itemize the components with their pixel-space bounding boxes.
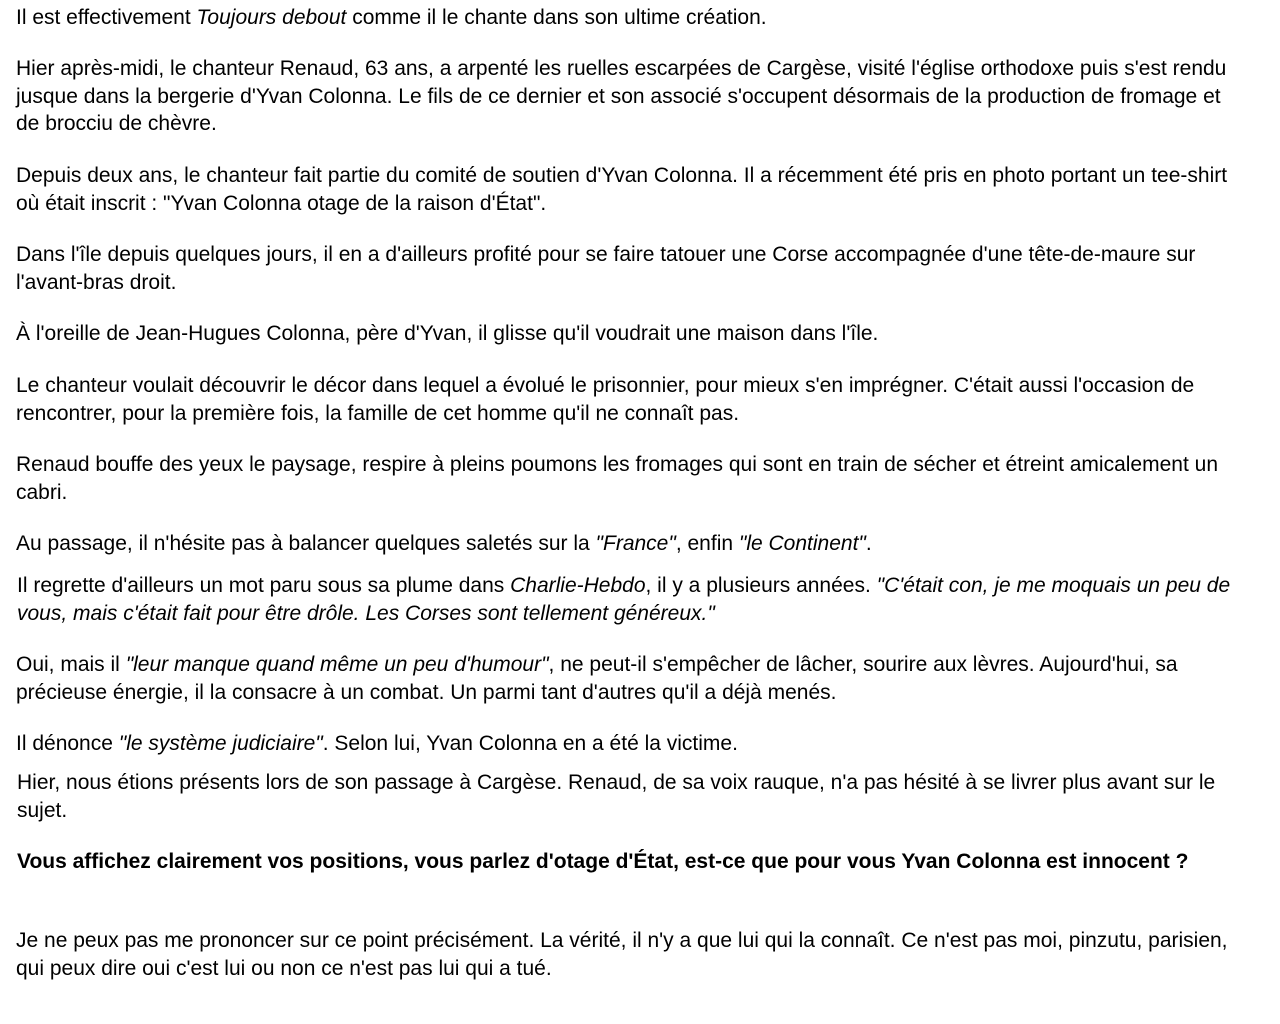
paragraph-charlie-hebdo [17,572,1247,627]
interview-question: Vous affichez clairement vos positions, vous parlez d'otage d'État, est-ce que pour vous Yvan Colonna est innocent ? [17,850,1189,873]
paragraph-humour [16,651,1246,706]
paragraph-in-passing [16,530,1246,558]
paragraph-yesterday: Hier, nous étions présents lors de son passage à Cargèse. Renaud, de sa voix rauque, n'a pas hésité à se livrer plus avant sur le sujet. [17,771,1216,822]
paragraph-tattoo: Dans l'île depuis quelques jours, il en a d'ailleurs profité pour se faire tatouer une Corse accompagnée d'une tête-de-maure sur l'avant-bras droit. [16,243,1196,294]
quote-humour: "leur manque quand même un peu d'humour" [125,653,549,676]
text-run: Au passage, il n'hésite pas à balancer quelques saletés sur la [16,532,596,555]
text-run: comme il le chante dans son ultime création. [346,6,767,29]
text-run: Il est effectivement [16,6,197,29]
paragraph-cargese-visit: Hier après-midi, le chanteur Renaud, 63 ans, a arpenté les ruelles escarpées de Cargèse, visité l'église orthodoxe puis s'est rendu jusque dans la bergerie d'Yvan Colonna. Le fils de ce dernier et son associé s'occupent désormais de la production de fromage et de brocciu de chèvre. [16,57,1227,135]
text-run: . Selon lui, Yvan Colonna en a été la victime. [322,732,738,755]
quote-france: "France" [595,532,676,555]
text-run: Il dénonce [16,732,119,755]
text-run: . [865,532,872,555]
text-run: , ne peut-il s'empêcher de lâcher, sourire aux lèvres. Aujourd'hui, sa précieuse énergie, il la consacre à un combat. Un parmi tant d'autres qu'il a déjà menés. [16,653,1178,704]
quote-judicial-system: "le système judiciaire" [118,732,323,755]
text-run: , enfin [675,532,739,555]
paragraph-discover-decor: Le chanteur voulait découvrir le décor dans lequel a évolué le prisonnier, pour mieux s'en imprégner. C'était aussi l'occasion de rencontrer, pour la première fois, la famille de cet homme qu'il ne connaît pas. [16,374,1195,425]
interview-answer: Je ne peux pas me prononcer sur ce point précisément. La vérité, il n'y a que lui qui la connaît. Ce n'est pas moi, pinzutu, parisien, qui peux dire oui c'est lui ou non ce n'est pas lui qui a tué. [16,929,1228,980]
song-title: Toujours debout [196,6,347,29]
paragraph-intro [16,4,1246,32]
text-run: Oui, mais il [16,653,126,676]
paragraph-judicial-system [16,730,1246,758]
text-run: Il regrette d'ailleurs un mot paru sous sa plume dans [17,574,511,597]
text-run: , il y a plusieurs années. [645,574,877,597]
paragraph-landscape: Renaud bouffe des yeux le paysage, respire à pleins poumons les fromages qui sont en train de sécher et étreint amicalement un cabri. [16,453,1218,504]
paragraph-house-wish: À l'oreille de Jean-Hugues Colonna, père d'Yvan, il glisse qu'il voudrait une maison dans l'île. [16,322,879,345]
quote-continent: "le Continent" [738,532,866,555]
paragraph-support-committee: Depuis deux ans, le chanteur fait partie du comité de soutien d'Yvan Colonna. Il a récemment été pris en photo portant un tee-shirt où était inscrit : "Yvan Colonna otage de la raison d'État". [16,164,1228,215]
quote-renaud: "C'était con, je me moquais un peu de vous, mais c'était fait pour être drôle. Les Corses sont tellement généreux." [17,574,1231,625]
publication-name: Charlie-Hebdo [510,574,646,597]
